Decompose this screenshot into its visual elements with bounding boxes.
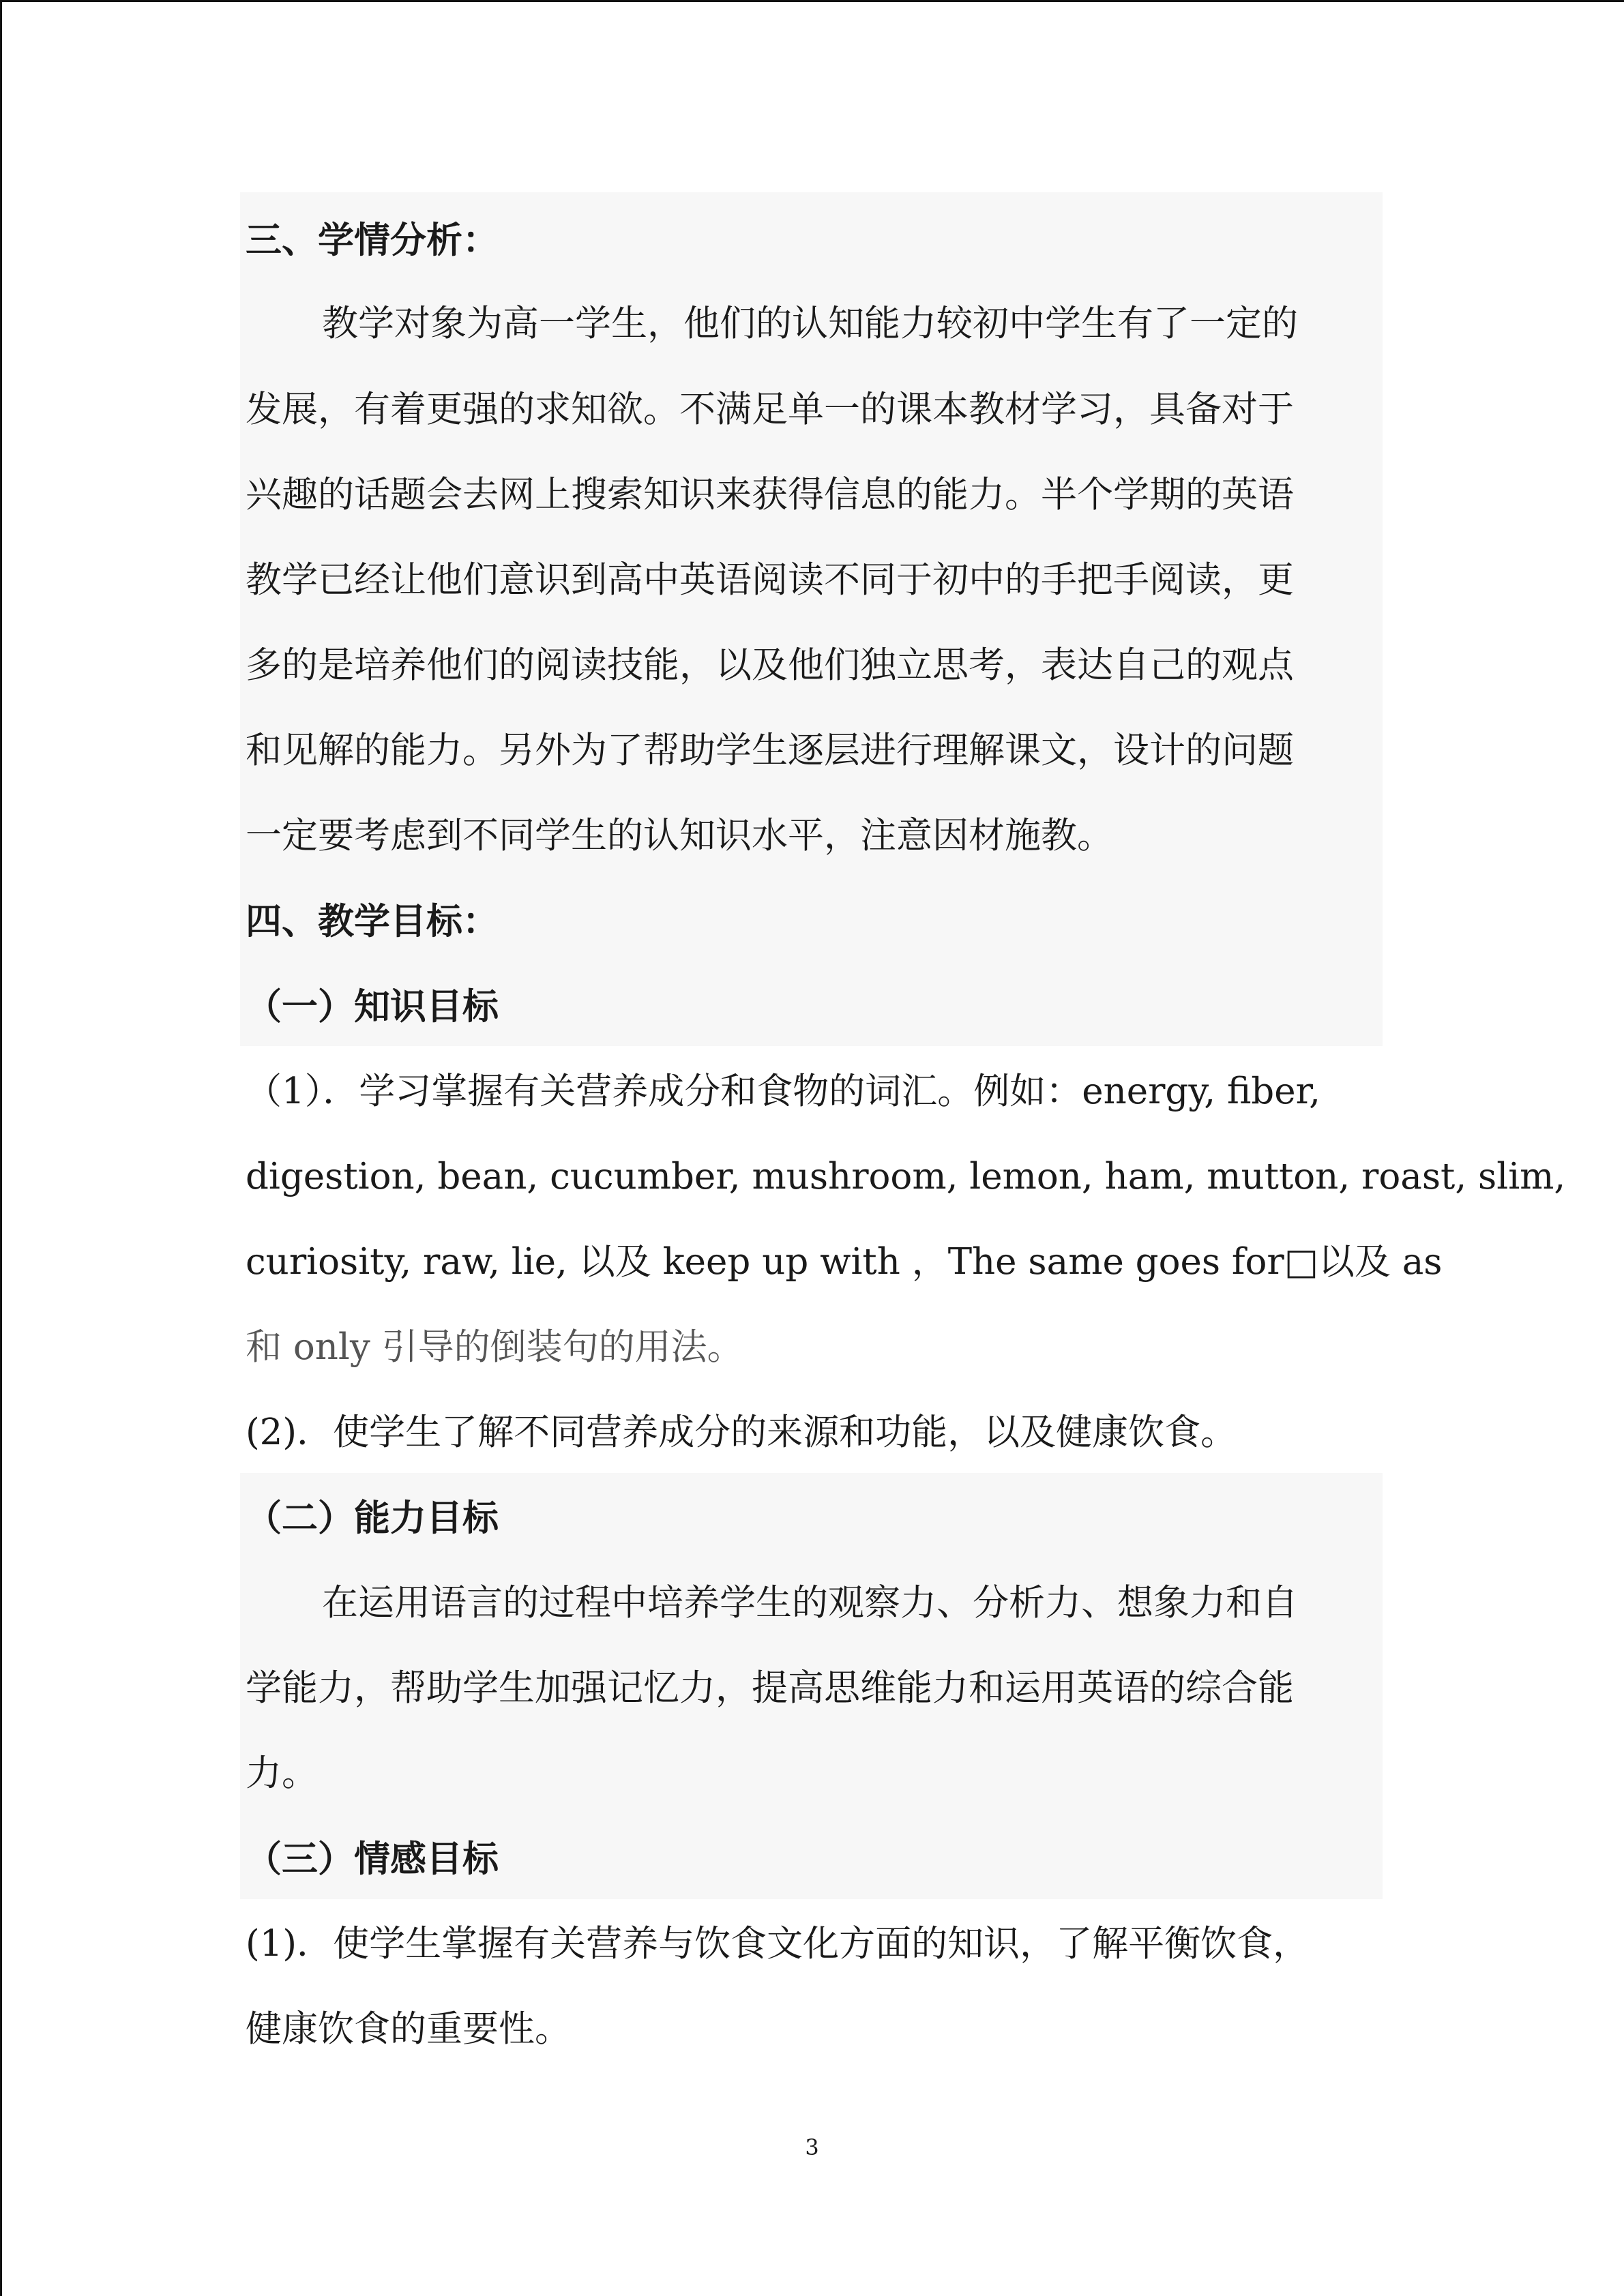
knowledge-item1-line-3: curiosity, raw, lie, 以及 keep up with ，The same goes for□以及 as (246, 1241, 1443, 1283)
knowledge-heading: （一）知识目标 (246, 985, 499, 1028)
page-number: 3 (805, 2134, 819, 2160)
section3-line-3: 兴趣的话题会去网上搜索知识来获得信息的能力。半个学期的英语 (246, 474, 1294, 516)
section3-heading: 三、学情分析： (246, 219, 499, 261)
emotion-item1-line-1: (1)．使学生掌握有关营养与饮食文化方面的知识，了解平衡饮食， (246, 1923, 1310, 1965)
page-border-left (0, 0, 2, 2296)
knowledge-item1-line-4: 和 only 引导的倒装句的用法。 (246, 1326, 743, 1368)
section3-line-6: 和见解的能力。另外为了帮助学生逐层进行理解课文，设计的问题 (246, 730, 1294, 771)
ability-line-1: 在运用语言的过程中培养学生的观察力、分析力、想象力和自 (322, 1582, 1298, 1624)
section3-line-7: 一定要考虑到不同学生的认知识水平，注意因材施教。 (246, 815, 1113, 856)
emotion-item1-line-2: 健康饮食的重要性。 (246, 2008, 571, 2050)
knowledge-item1-line-2: digestion, bean, cucumber, mushroom, lemon, ham, mutton, roast, slim, (246, 1156, 1566, 1197)
emotion-heading: （三）情感目标 (246, 1838, 499, 1880)
ability-heading: （二）能力目标 (246, 1497, 499, 1539)
section4-heading: 四、教学目标： (246, 900, 499, 942)
ability-line-2: 学能力，帮助学生加强记忆力，提高思维能力和运用英语的综合能 (246, 1667, 1294, 1709)
section3-line-2: 发展，有着更强的求知欲。不满足单一的课本教材学习，具备对于 (246, 389, 1294, 430)
ability-line-3: 力。 (246, 1753, 318, 1794)
section3-line-5: 多的是培养他们的阅读技能，以及他们独立思考，表达自己的观点 (246, 644, 1294, 686)
section3-line-1: 教学对象为高一学生，他们的认知能力较初中学生有了一定的 (322, 303, 1298, 344)
knowledge-item2: (2)．使学生了解不同营养成分的来源和功能，以及健康饮食。 (246, 1412, 1237, 1453)
knowledge-item1-line-1: （1）．学习掌握有关营养成分和食物的词汇。例如：energy, fiber, (246, 1071, 1320, 1112)
page-border-top (0, 0, 1624, 2)
section3-line-4: 教学已经让他们意识到高中英语阅读不同于初中的手把手阅读，更 (246, 559, 1294, 601)
